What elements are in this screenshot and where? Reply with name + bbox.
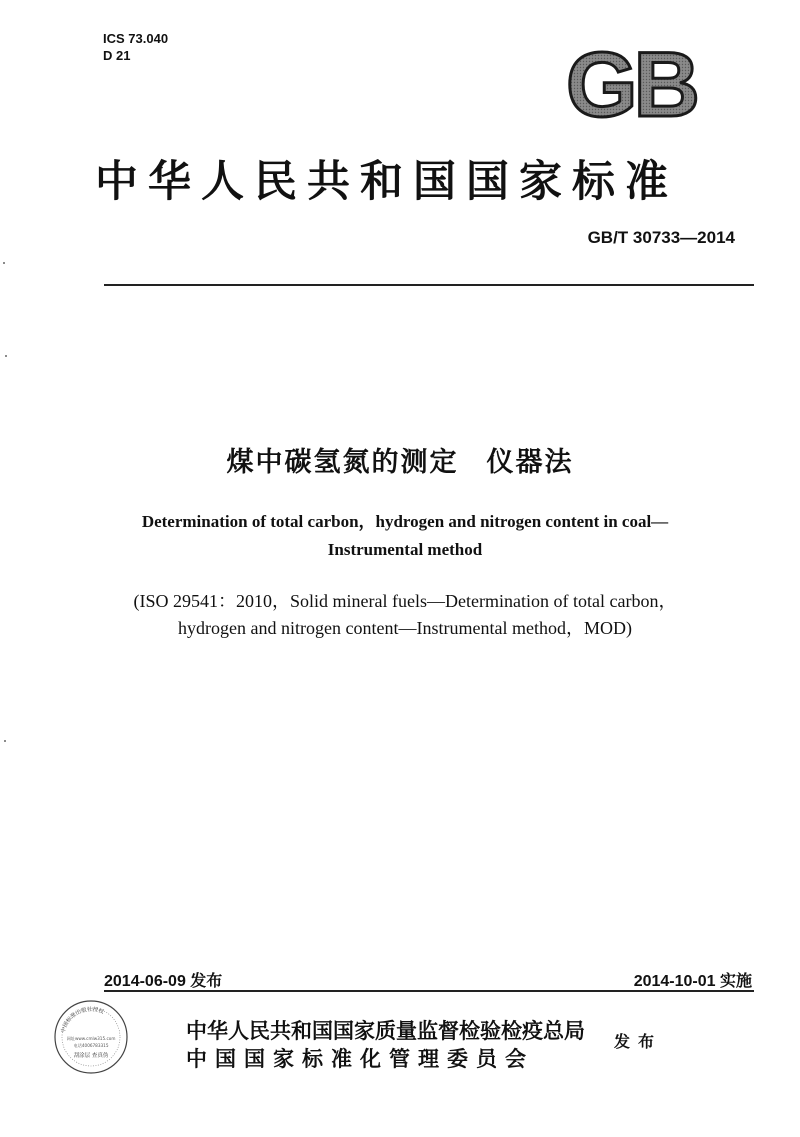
chinese-title-method: 仪器法 bbox=[486, 447, 574, 478]
national-standard-title: 中华人民共和国国家标准 bbox=[95, 157, 678, 207]
issuer-aqsiq: 中华人民共和国国家质量监督检验检疫总局 bbox=[186, 1019, 585, 1043]
issuer-sac: 中国国家标准化管理委员会 bbox=[186, 1047, 534, 1071]
svg-text:中国标准出版社授权: 中国标准出版社授权 bbox=[60, 1006, 105, 1034]
chinese-title-main: 煤中碳氢氮的测定 bbox=[226, 447, 459, 478]
ics-code: ICS 73.040 bbox=[103, 31, 169, 46]
iso-reference-line-1: (ISO 29541：2010，Solid mineral fuels—Determination of total carbon， bbox=[133, 591, 677, 611]
svg-text:刮涂层 查真伪: 刮涂层 查真伪 bbox=[73, 1053, 109, 1059]
english-title-line-2: Instrumental method bbox=[327, 540, 483, 559]
scan-speck bbox=[5, 355, 7, 357]
gb-logo bbox=[552, 42, 710, 124]
iso-reference bbox=[60, 588, 750, 642]
english-title bbox=[60, 508, 750, 564]
svg-text:电话4006783315: 电话4006783315 bbox=[73, 1043, 109, 1048]
svg-text:网址www.cmlw315.com: 网址www.cmlw315.com bbox=[66, 1036, 116, 1041]
standard-number: GB/T 30733—2014 bbox=[587, 228, 735, 247]
iso-reference-line-2: hydrogen and nitrogen content—Instrumental method，MOD) bbox=[178, 618, 632, 638]
anti-counterfeit-stamp bbox=[52, 998, 130, 1076]
publish-label: 发布 bbox=[614, 1032, 663, 1051]
svg-text:GB: GB bbox=[566, 42, 696, 124]
issue-date: 2014-06-09 发布 bbox=[104, 973, 223, 990]
english-title-line-1: Determination of total carbon，hydrogen and nitrogen content in coal— bbox=[141, 512, 669, 531]
ccs-code: D 21 bbox=[103, 48, 131, 63]
scan-speck bbox=[3, 262, 5, 264]
top-divider bbox=[104, 284, 754, 286]
classification-codes bbox=[103, 30, 168, 64]
scan-speck bbox=[4, 740, 6, 742]
bottom-divider bbox=[104, 990, 754, 992]
chinese-title bbox=[0, 440, 800, 479]
implementation-date: 2014-10-01 实施 bbox=[633, 973, 752, 990]
